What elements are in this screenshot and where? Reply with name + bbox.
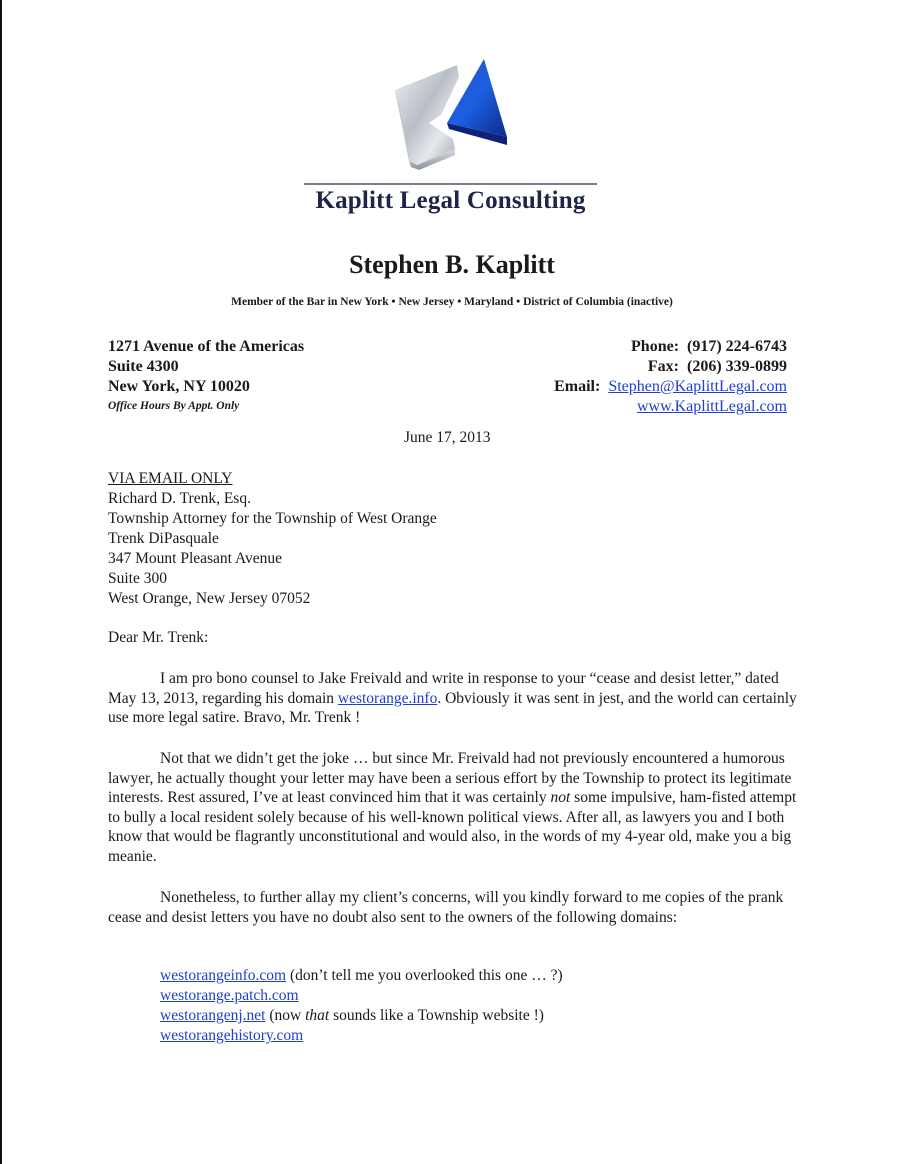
address-line-3: New York, NY 10020 — [108, 378, 250, 395]
paragraph-2-text-end: some impulsive, ham-fisted attempt to bully a local resident solely because of his well-known political views. After all, as lawyers you and I both know that would be flagrantly unconstitutional and would also, in the words of my 4-year old, make you a big meanie. — [108, 789, 797, 865]
address-line-1: 1271 Avenue of the Americas — [108, 338, 305, 355]
firm-logo-icon — [387, 57, 517, 177]
recipient-street: 347 Mount Pleasant Avenue — [108, 550, 283, 567]
firm-name: Kaplitt Legal Consulting — [315, 187, 586, 214]
recipient-name: Richard D. Trenk, Esq. — [108, 490, 251, 507]
domain-list-item — [160, 966, 563, 986]
contact-block — [554, 337, 787, 417]
office-hours: Office Hours By Appt. Only — [108, 400, 240, 412]
paragraph-2-emphasis: not — [550, 789, 571, 806]
attorney-name: Stephen B. Kaplitt — [349, 250, 555, 279]
fax-number: (206) 339-0899 — [687, 358, 787, 375]
paragraph-1-text-end: . Obviously it was sent in jest, and the world can certainly use more legal satire. Bravo, Mr. Trenk ! — [108, 689, 797, 726]
website-link[interactable]: www.KaplittLegal.com — [636, 398, 787, 415]
delivery-method: VIA EMAIL ONLY — [108, 470, 233, 487]
domain-note-end: sounds like a Township website !) — [329, 1007, 544, 1024]
recipient-title: Township Attorney for the Township of West Orange — [108, 510, 437, 527]
phone-label: Phone: — [631, 338, 680, 355]
domain-list-item — [160, 986, 563, 1006]
domain-link[interactable]: westorangeinfo.com — [160, 967, 287, 984]
domain-list-item — [160, 1026, 563, 1046]
domain-note-emphasis: that — [305, 1007, 330, 1024]
domain-list-item — [160, 1006, 563, 1026]
domain-note: (now — [265, 1007, 306, 1024]
logo-divider — [304, 183, 597, 185]
recipient-suite: Suite 300 — [108, 570, 167, 587]
salutation: Dear Mr. Trenk: — [108, 629, 209, 646]
domain-link[interactable]: westorangehistory.com — [160, 1027, 304, 1044]
domain-link[interactable]: westorange.patch.com — [160, 987, 299, 1004]
domain-list — [160, 966, 563, 1046]
letter-date: June 17, 2013 — [404, 429, 491, 446]
phone-line — [554, 337, 787, 357]
email-link[interactable]: Stephen@KaplittLegal.com — [608, 378, 787, 395]
recipient-city: West Orange, New Jersey 07052 — [108, 590, 311, 607]
recipient-firm: Trenk DiPasquale — [108, 530, 219, 547]
domain-note: (don’t tell me you overlooked this one … ?) — [286, 967, 563, 984]
paragraph-1-text: I am pro bono counsel to Jake Freivald and write in response to your “cease and desist letter,” dated May 13, 2013, regarding his domain — [108, 670, 779, 707]
fax-label: Fax: — [647, 358, 680, 375]
paragraph-3 — [108, 888, 798, 927]
domain-link[interactable]: westorangenj.net — [160, 1007, 266, 1024]
paragraph-3-text: Nonetheless, to further allay my client’s concerns, will you kindly forward to me copies of the prank cease and desist letters you have no doubt also sent to the owners of the following domains: — [108, 889, 784, 926]
paragraph-2-text: Not that we didn’t get the joke … but since Mr. Freivald had not previously encountered a humorous lawyer, he actually thought your letter may have been a serious effort by the Township to protect its legitimate interests. Rest assured, I’ve at least convinced him that it was certainly — [108, 750, 792, 806]
domain-link-westorange-info[interactable]: westorange.info — [337, 689, 438, 707]
bar-membership: Member of the Bar in New York • New Jersey • Maryland • District of Columbia (inactive) — [231, 296, 673, 308]
address-line-2: Suite 4300 — [108, 358, 179, 375]
email-label: Email: — [554, 378, 601, 395]
paragraph-2 — [108, 749, 798, 866]
fax-line — [554, 357, 787, 377]
office-address — [108, 337, 304, 415]
paragraph-1 — [108, 669, 798, 728]
email-line — [554, 377, 787, 397]
recipient-block — [108, 469, 437, 609]
website-line — [554, 397, 787, 417]
phone-number: (917) 224-6743 — [687, 338, 787, 355]
